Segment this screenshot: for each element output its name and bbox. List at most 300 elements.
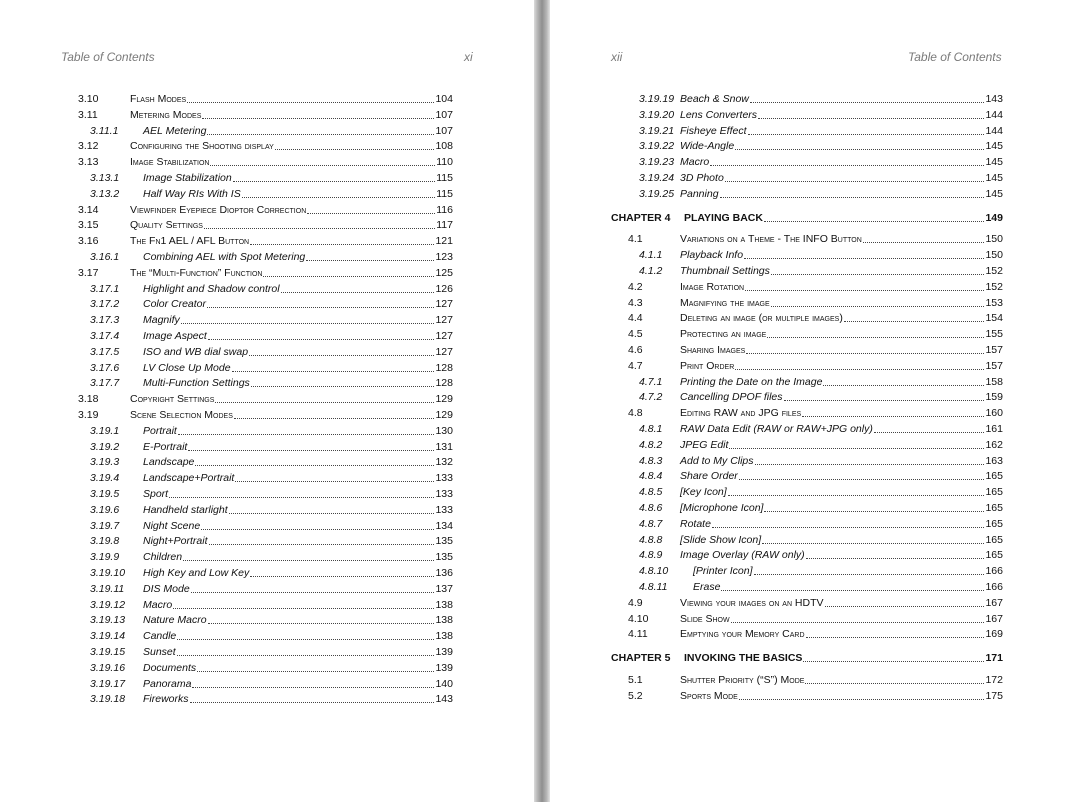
- toc-dot-leader: [729, 448, 984, 449]
- toc-entry-row[interactable]: [611, 687, 1003, 703]
- toc-entry-number: CHAPTER 5: [611, 652, 671, 665]
- toc-dot-leader: [187, 102, 434, 103]
- toc-entry-row[interactable]: [611, 230, 1003, 246]
- toc-entry-row[interactable]: [78, 216, 453, 232]
- toc-entry-row[interactable]: [78, 469, 453, 485]
- toc-entry-number: 3.13.1: [90, 172, 120, 184]
- toc-entry-number: 4.7: [628, 359, 643, 372]
- toc-dot-leader: [251, 386, 435, 387]
- toc-entry-row[interactable]: [78, 137, 453, 153]
- toc-entry-row[interactable]: [611, 122, 1003, 138]
- toc-entry-number: 4.1: [628, 233, 643, 246]
- toc-entry-number: 4.8.8: [639, 533, 663, 546]
- toc-entry-row[interactable]: [611, 388, 1003, 404]
- toc-entry-number: 4.7.1: [639, 375, 663, 388]
- toc-entry-page-number: 153: [985, 296, 1003, 309]
- toc-entry-page-number: 145: [985, 172, 1003, 184]
- toc-entry-title: Flash Modes: [130, 93, 187, 105]
- toc-entry-page-number: 133: [435, 488, 453, 500]
- toc-dot-leader: [181, 323, 435, 324]
- toc-dot-leader: [242, 197, 436, 198]
- toc-entry-number: 3.19.6: [90, 503, 120, 516]
- toc-entry-row[interactable]: [611, 531, 1003, 547]
- toc-entry-row[interactable]: [611, 562, 1003, 578]
- toc-entry-row[interactable]: [611, 452, 1003, 468]
- toc-entry-title: Wide-Angle: [680, 140, 735, 153]
- toc-entry-row[interactable]: [78, 153, 453, 169]
- toc-entry-page-number: 140: [435, 677, 453, 690]
- toc-entry-page-number: 165: [985, 470, 1003, 483]
- toc-dot-leader: [233, 181, 436, 182]
- toc-entry-number: 3.19.2: [90, 440, 120, 453]
- toc-dot-leader: [177, 655, 435, 656]
- toc-entry-page-number: 171: [985, 652, 1003, 665]
- toc-dot-leader: [755, 464, 985, 465]
- toc-entry-number: 4.10: [628, 612, 649, 625]
- toc-entry-title: Playback Info: [680, 249, 744, 262]
- toc-entry-number: 4.2: [628, 280, 643, 293]
- toc-dot-leader: [748, 134, 985, 135]
- toc-entry-row[interactable]: [78, 517, 453, 533]
- toc-entry-title: Quality Settings: [130, 219, 203, 232]
- toc-entry-page-number: 108: [435, 140, 453, 153]
- toc-dot-leader: [195, 465, 434, 466]
- toc-entry-title: Fisheye Effect: [680, 124, 747, 137]
- toc-dot-leader: [803, 661, 984, 662]
- toc-entry-row[interactable]: [78, 185, 453, 201]
- toc-entry-page-number: 128: [435, 361, 453, 374]
- toc-entry-number: 3.17.7: [90, 377, 120, 390]
- toc-entry-title: Panning: [680, 187, 719, 200]
- toc-entry-number: CHAPTER 4: [611, 211, 671, 224]
- toc-entry-row[interactable]: [78, 248, 453, 264]
- toc-entry-title: Highlight and Shadow control: [143, 282, 280, 295]
- toc-entry-row[interactable]: [78, 232, 453, 248]
- toc-entry-page-number: 143: [985, 93, 1003, 105]
- toc-entry-number: 4.8.4: [639, 470, 663, 483]
- toc-entry-page-number: 169: [985, 628, 1003, 641]
- toc-entry-page-number: 165: [985, 502, 1003, 514]
- toc-entry-row[interactable]: [611, 294, 1003, 310]
- toc-dot-leader: [754, 574, 985, 575]
- toc-entry-row[interactable]: [78, 580, 453, 596]
- toc-entry-title: Print Order: [680, 359, 735, 372]
- toc-entry-row[interactable]: [78, 675, 453, 691]
- toc-entry-row[interactable]: [78, 422, 453, 438]
- toc-entry-number: 3.19.1: [90, 424, 120, 437]
- toc-entry-page-number: 127: [435, 298, 453, 311]
- toc-entry-number: 3.18: [78, 393, 99, 406]
- toc-entry-number: 4.8.7: [639, 517, 663, 530]
- toc-entry-page-number: 149: [985, 211, 1003, 224]
- toc-entry-page-number: 152: [985, 265, 1003, 277]
- toc-entry-row[interactable]: [78, 374, 453, 390]
- toc-entry-row[interactable]: [78, 343, 453, 359]
- toc-dot-leader: [762, 543, 984, 544]
- toc-entry-row[interactable]: [611, 625, 1003, 641]
- toc-entry-row[interactable]: [611, 341, 1003, 357]
- toc-entry-page-number: 145: [985, 140, 1003, 153]
- toc-entry-number: 3.19.5: [90, 488, 120, 500]
- toc-dot-leader: [232, 371, 435, 372]
- left-page: [0, 0, 534, 802]
- toc-entry-row[interactable]: [611, 262, 1003, 278]
- left-header-page-number: xi: [464, 50, 473, 64]
- toc-entry-number: 3.19.21: [639, 124, 675, 137]
- toc-entry-number: 3.19.25: [639, 187, 675, 200]
- toc-entry-row[interactable]: [78, 532, 453, 548]
- toc-entry-row[interactable]: [611, 610, 1003, 626]
- toc-entry-page-number: 132: [435, 456, 453, 469]
- toc-dot-leader: [731, 622, 985, 623]
- toc-entry-page-number: 162: [985, 438, 1003, 451]
- toc-entry-title: Cancelling DPOF files: [680, 391, 783, 404]
- toc-entry-title: Handheld starlight: [143, 503, 228, 516]
- toc-entry-page-number: 157: [985, 359, 1003, 372]
- toc-dot-leader: [725, 181, 985, 182]
- toc-entry-title: The “Multi-Function” Function: [130, 266, 263, 279]
- toc-entry-row[interactable]: [611, 153, 1003, 169]
- toc-dot-leader: [183, 560, 434, 561]
- toc-entry-row[interactable]: [78, 596, 453, 612]
- toc-entry-row[interactable]: [611, 106, 1003, 122]
- toc-entry-page-number: 107: [435, 124, 453, 137]
- toc-entry-title: Magnify: [143, 314, 180, 327]
- toc-entry-number: 3.19.14: [90, 630, 126, 643]
- toc-entry-row[interactable]: [611, 357, 1003, 373]
- toc-entry-number: 4.7.2: [639, 391, 663, 404]
- toc-chapter-row[interactable]: [611, 649, 1003, 665]
- toc-dot-leader: [229, 513, 435, 514]
- toc-entry-row[interactable]: [78, 264, 453, 280]
- toc-entry-number: 3.16: [78, 235, 99, 248]
- toc-entry-row[interactable]: [611, 671, 1003, 687]
- toc-entry-title: Image Stabilization: [143, 172, 232, 184]
- toc-entry-row[interactable]: [78, 295, 453, 311]
- toc-dot-leader: [712, 527, 985, 528]
- toc-entry-page-number: 165: [985, 517, 1003, 530]
- toc-entry-title: Metering Modes: [130, 108, 202, 121]
- toc-entry-title: Slide Show: [680, 612, 730, 625]
- toc-entry-number: 3.13.2: [90, 187, 120, 200]
- toc-entry-row[interactable]: [611, 515, 1003, 531]
- toc-entry-row[interactable]: [78, 311, 453, 327]
- toc-dot-leader: [197, 671, 434, 672]
- toc-dot-leader: [207, 307, 434, 308]
- toc-entry-row[interactable]: [78, 390, 453, 406]
- toc-entry-number: 4.1.2: [639, 265, 663, 277]
- toc-dot-leader: [739, 699, 985, 700]
- toc-entry-row[interactable]: [78, 169, 453, 185]
- toc-entry-row[interactable]: [611, 325, 1003, 341]
- toc-entry-title: Erase: [693, 581, 721, 593]
- toc-dot-leader: [735, 149, 984, 150]
- toc-dot-leader: [215, 402, 434, 403]
- toc-entry-title: Fireworks: [143, 693, 189, 706]
- toc-entry-page-number: 127: [435, 330, 453, 342]
- toc-entry-page-number: 129: [435, 393, 453, 406]
- toc-entry-page-number: 158: [985, 375, 1003, 388]
- toc-entry-page-number: 110: [436, 156, 453, 169]
- toc-dot-leader: [250, 576, 434, 577]
- toc-dot-leader: [745, 290, 984, 291]
- toc-entry-number: 3.17.3: [90, 314, 120, 327]
- toc-entry-title: Landscape+Portrait: [143, 472, 235, 485]
- toc-entry-number: 3.17.2: [90, 298, 120, 311]
- toc-list-right: [611, 90, 1003, 710]
- toc-dot-leader: [210, 165, 435, 166]
- toc-dot-leader: [844, 321, 985, 322]
- toc-entry-page-number: 143: [435, 693, 453, 706]
- toc-entry-row[interactable]: [78, 122, 453, 138]
- toc-entry-page-number: 131: [435, 440, 453, 453]
- toc-entry-title: Image Rotation: [680, 280, 745, 293]
- toc-entry-row[interactable]: [78, 548, 453, 564]
- toc-entry-row[interactable]: [78, 453, 453, 469]
- toc-entry-title: Rotate: [680, 517, 711, 530]
- toc-entry-number: 3.19.9: [90, 551, 120, 564]
- toc-entry-page-number: 155: [985, 328, 1003, 341]
- right-header-title: Table of Contents: [908, 50, 1002, 64]
- toc-entry-title: High Key and Low Key: [143, 567, 250, 579]
- toc-entry-title: Scene Selection Modes: [130, 409, 233, 421]
- toc-entry-row[interactable]: [78, 485, 453, 501]
- toc-entry-number: 3.19.16: [90, 661, 126, 674]
- toc-entry-row[interactable]: [611, 278, 1003, 294]
- toc-dot-leader: [208, 339, 435, 340]
- toc-entry-title: Combining AEL with Spot Metering: [143, 251, 306, 263]
- toc-dot-leader: [767, 337, 984, 338]
- toc-entry-row[interactable]: [78, 280, 453, 296]
- toc-dot-leader: [746, 353, 984, 354]
- toc-dot-leader: [750, 102, 985, 103]
- toc-entry-row[interactable]: [78, 438, 453, 454]
- toc-entry-page-number: 144: [985, 108, 1003, 121]
- toc-dot-leader: [178, 434, 435, 435]
- toc-entry-title: Sharing Images: [680, 344, 746, 356]
- toc-entry-row[interactable]: [78, 359, 453, 375]
- toc-entry-title: Emptying your Memory Card: [680, 628, 805, 641]
- toc-entry-number: 3.19.3: [90, 456, 120, 469]
- toc-entry-page-number: 165: [985, 549, 1003, 562]
- toc-entry-row[interactable]: [611, 309, 1003, 325]
- toc-entry-row[interactable]: [611, 436, 1003, 452]
- toc-entry-number: 4.8.9: [639, 549, 663, 562]
- toc-entry-number: 3.14: [78, 203, 99, 216]
- toc-entry-page-number: 161: [985, 423, 1003, 435]
- toc-entry-title: Sunset: [143, 646, 176, 658]
- toc-dot-leader: [188, 450, 434, 451]
- toc-entry-row[interactable]: [611, 169, 1003, 185]
- toc-dot-leader: [307, 213, 435, 214]
- toc-entry-title: AEL Metering: [143, 124, 207, 137]
- toc-dot-leader: [306, 260, 434, 261]
- toc-dot-leader: [207, 134, 434, 135]
- toc-entry-row[interactable]: [78, 501, 453, 517]
- toc-entry-page-number: 145: [985, 187, 1003, 200]
- toc-entry-page-number: 137: [435, 582, 453, 595]
- toc-entry-title: Documents: [143, 661, 197, 674]
- toc-entry-title: Macro: [680, 156, 710, 169]
- toc-entry-number: 3.17.1: [90, 282, 120, 295]
- toc-entry-page-number: 165: [985, 533, 1003, 546]
- toc-entry-title: ISO and WB dial swap: [143, 345, 249, 358]
- toc-entry-title: Candle: [143, 630, 177, 643]
- right-header-page-number: xii: [611, 50, 623, 64]
- toc-entry-title: Night Scene: [143, 519, 201, 532]
- toc-entry-title: Copyright Settings: [130, 393, 215, 406]
- toc-entry-number: 4.9: [628, 596, 643, 609]
- toc-entry-row[interactable]: [611, 499, 1003, 515]
- toc-entry-title: Half Way RIs With IS: [143, 187, 241, 200]
- toc-entry-row[interactable]: [78, 406, 453, 422]
- toc-entry-page-number: 150: [985, 233, 1003, 246]
- toc-dot-leader: [806, 558, 985, 559]
- toc-dot-leader: [764, 511, 984, 512]
- toc-entry-row[interactable]: [611, 420, 1003, 436]
- toc-entry-title: Image Stabilization: [130, 156, 210, 169]
- toc-entry-page-number: 167: [985, 596, 1003, 609]
- toc-entry-row[interactable]: [611, 546, 1003, 562]
- toc-entry-row[interactable]: [78, 564, 453, 580]
- toc-entry-number: 3.19.22: [639, 140, 675, 153]
- toc-entry-number: 5.1: [628, 674, 643, 686]
- toc-entry-number: 3.13: [78, 156, 99, 169]
- toc-entry-title: INVOKING THE BASICS: [684, 652, 803, 665]
- toc-entry-number: 3.17.4: [90, 330, 120, 342]
- toc-entry-title: JPEG Edit: [680, 438, 729, 451]
- toc-entry-title: Printing the Date on the Image: [680, 375, 823, 388]
- toc-entry-title: Night+Portrait: [143, 535, 208, 548]
- toc-entry-row[interactable]: [611, 185, 1003, 201]
- toc-entry-page-number: 138: [435, 598, 453, 611]
- toc-entry-number: 3.19.7: [90, 519, 120, 532]
- toc-entry-page-number: 144: [985, 124, 1003, 137]
- toc-entry-page-number: 107: [435, 108, 453, 121]
- toc-dot-leader: [209, 544, 435, 545]
- toc-dot-leader: [249, 355, 434, 356]
- toc-entry-page-number: 115: [436, 172, 453, 184]
- toc-dot-leader: [784, 400, 985, 401]
- toc-entry-row[interactable]: [611, 90, 1003, 106]
- toc-entry-page-number: 115: [436, 187, 453, 200]
- left-header-title: Table of Contents: [61, 50, 155, 64]
- toc-dot-leader: [806, 637, 985, 638]
- toc-entry-title: Variations on a Theme - The INFO Button: [680, 233, 862, 246]
- toc-entry-row[interactable]: [78, 659, 453, 675]
- toc-entry-number: 4.11: [628, 628, 648, 641]
- toc-dot-leader: [281, 292, 435, 293]
- toc-dot-leader: [192, 687, 434, 688]
- toc-entry-page-number: 117: [436, 219, 453, 232]
- toc-entry-number: 3.19.24: [639, 172, 675, 184]
- toc-entry-page-number: 133: [435, 472, 453, 485]
- toc-entry-page-number: 138: [435, 614, 453, 627]
- toc-dot-leader: [208, 623, 435, 624]
- toc-dot-leader: [720, 197, 985, 198]
- toc-entry-number: 3.19.8: [90, 535, 120, 548]
- toc-entry-title: Share Order: [680, 470, 738, 483]
- toc-entry-page-number: 167: [985, 612, 1003, 625]
- toc-chapter-row[interactable]: [611, 209, 1003, 225]
- toc-dot-leader: [177, 639, 434, 640]
- toc-entry-number: 4.8.2: [639, 438, 663, 451]
- toc-entry-page-number: 139: [435, 661, 453, 674]
- toc-entry-page-number: 127: [435, 314, 453, 327]
- toc-dot-leader: [823, 385, 984, 386]
- toc-entry-title: 3D Photo: [680, 172, 724, 184]
- toc-entry-row[interactable]: [78, 643, 453, 659]
- toc-entry-row[interactable]: [78, 611, 453, 627]
- toc-dot-leader: [764, 221, 985, 222]
- toc-entry-title: Lens Converters: [680, 108, 758, 121]
- toc-entry-page-number: 154: [985, 312, 1003, 325]
- toc-entry-page-number: 121: [435, 235, 453, 248]
- toc-dot-leader: [863, 242, 985, 243]
- toc-entry-page-number: 104: [435, 93, 453, 105]
- toc-entry-row[interactable]: [611, 246, 1003, 262]
- toc-dot-leader: [250, 244, 434, 245]
- toc-entry-number: 4.4: [628, 312, 643, 325]
- toc-entry-row[interactable]: [78, 690, 453, 706]
- toc-entry-title: Thumbnail Settings: [680, 265, 770, 277]
- toc-entry-title: PLAYING BACK: [684, 211, 763, 224]
- toc-dot-leader: [805, 683, 984, 684]
- toc-dot-leader: [825, 606, 985, 607]
- toc-entry-row[interactable]: [78, 201, 453, 217]
- toc-dot-leader: [802, 416, 984, 417]
- toc-entry-row[interactable]: [78, 106, 453, 122]
- toc-entry-row[interactable]: [78, 627, 453, 643]
- toc-entry-number: 3.15: [78, 219, 99, 232]
- right-page: [550, 0, 1083, 802]
- toc-dot-leader: [201, 529, 434, 530]
- toc-entry-page-number: 135: [435, 551, 453, 564]
- toc-entry-number: 4.8.10: [639, 565, 669, 578]
- toc-entry-number: 3.19.10: [90, 567, 126, 579]
- toc-entry-number: 4.8: [628, 407, 643, 420]
- toc-entry-page-number: 157: [985, 344, 1003, 356]
- toc-entry-row[interactable]: [611, 467, 1003, 483]
- toc-entry-number: 5.2: [628, 689, 643, 702]
- toc-entry-number: 3.19.12: [90, 598, 126, 611]
- toc-entry-row[interactable]: [611, 404, 1003, 420]
- toc-entry-title: E-Portrait: [143, 440, 188, 453]
- toc-entry-row[interactable]: [611, 578, 1003, 594]
- toc-entry-title: Color Creator: [143, 298, 207, 311]
- toc-entry-row[interactable]: [611, 483, 1003, 499]
- toc-entry-number: 3.12: [78, 140, 99, 153]
- toc-entry-page-number: 166: [985, 565, 1003, 578]
- toc-entry-number: 3.19.18: [90, 693, 126, 706]
- toc-entry-row[interactable]: [611, 373, 1003, 389]
- toc-entry-page-number: 130: [435, 424, 453, 437]
- toc-dot-leader: [874, 432, 985, 433]
- toc-entry-number: 3.19.11: [90, 582, 125, 595]
- toc-entry-number: 4.8.3: [639, 454, 663, 467]
- toc-entry-row[interactable]: [611, 137, 1003, 153]
- toc-entry-number: 3.17.6: [90, 361, 120, 374]
- page-gutter: [534, 0, 550, 802]
- toc-entry-row[interactable]: [78, 327, 453, 343]
- toc-entry-title: Landscape: [143, 456, 195, 469]
- toc-dot-leader: [735, 369, 984, 370]
- toc-entry-row[interactable]: [78, 90, 453, 106]
- toc-entry-number: 3.11: [78, 108, 98, 121]
- toc-entry-page-number: 126: [435, 282, 453, 295]
- toc-entry-row[interactable]: [611, 594, 1003, 610]
- toc-entry-page-number: 165: [985, 486, 1003, 499]
